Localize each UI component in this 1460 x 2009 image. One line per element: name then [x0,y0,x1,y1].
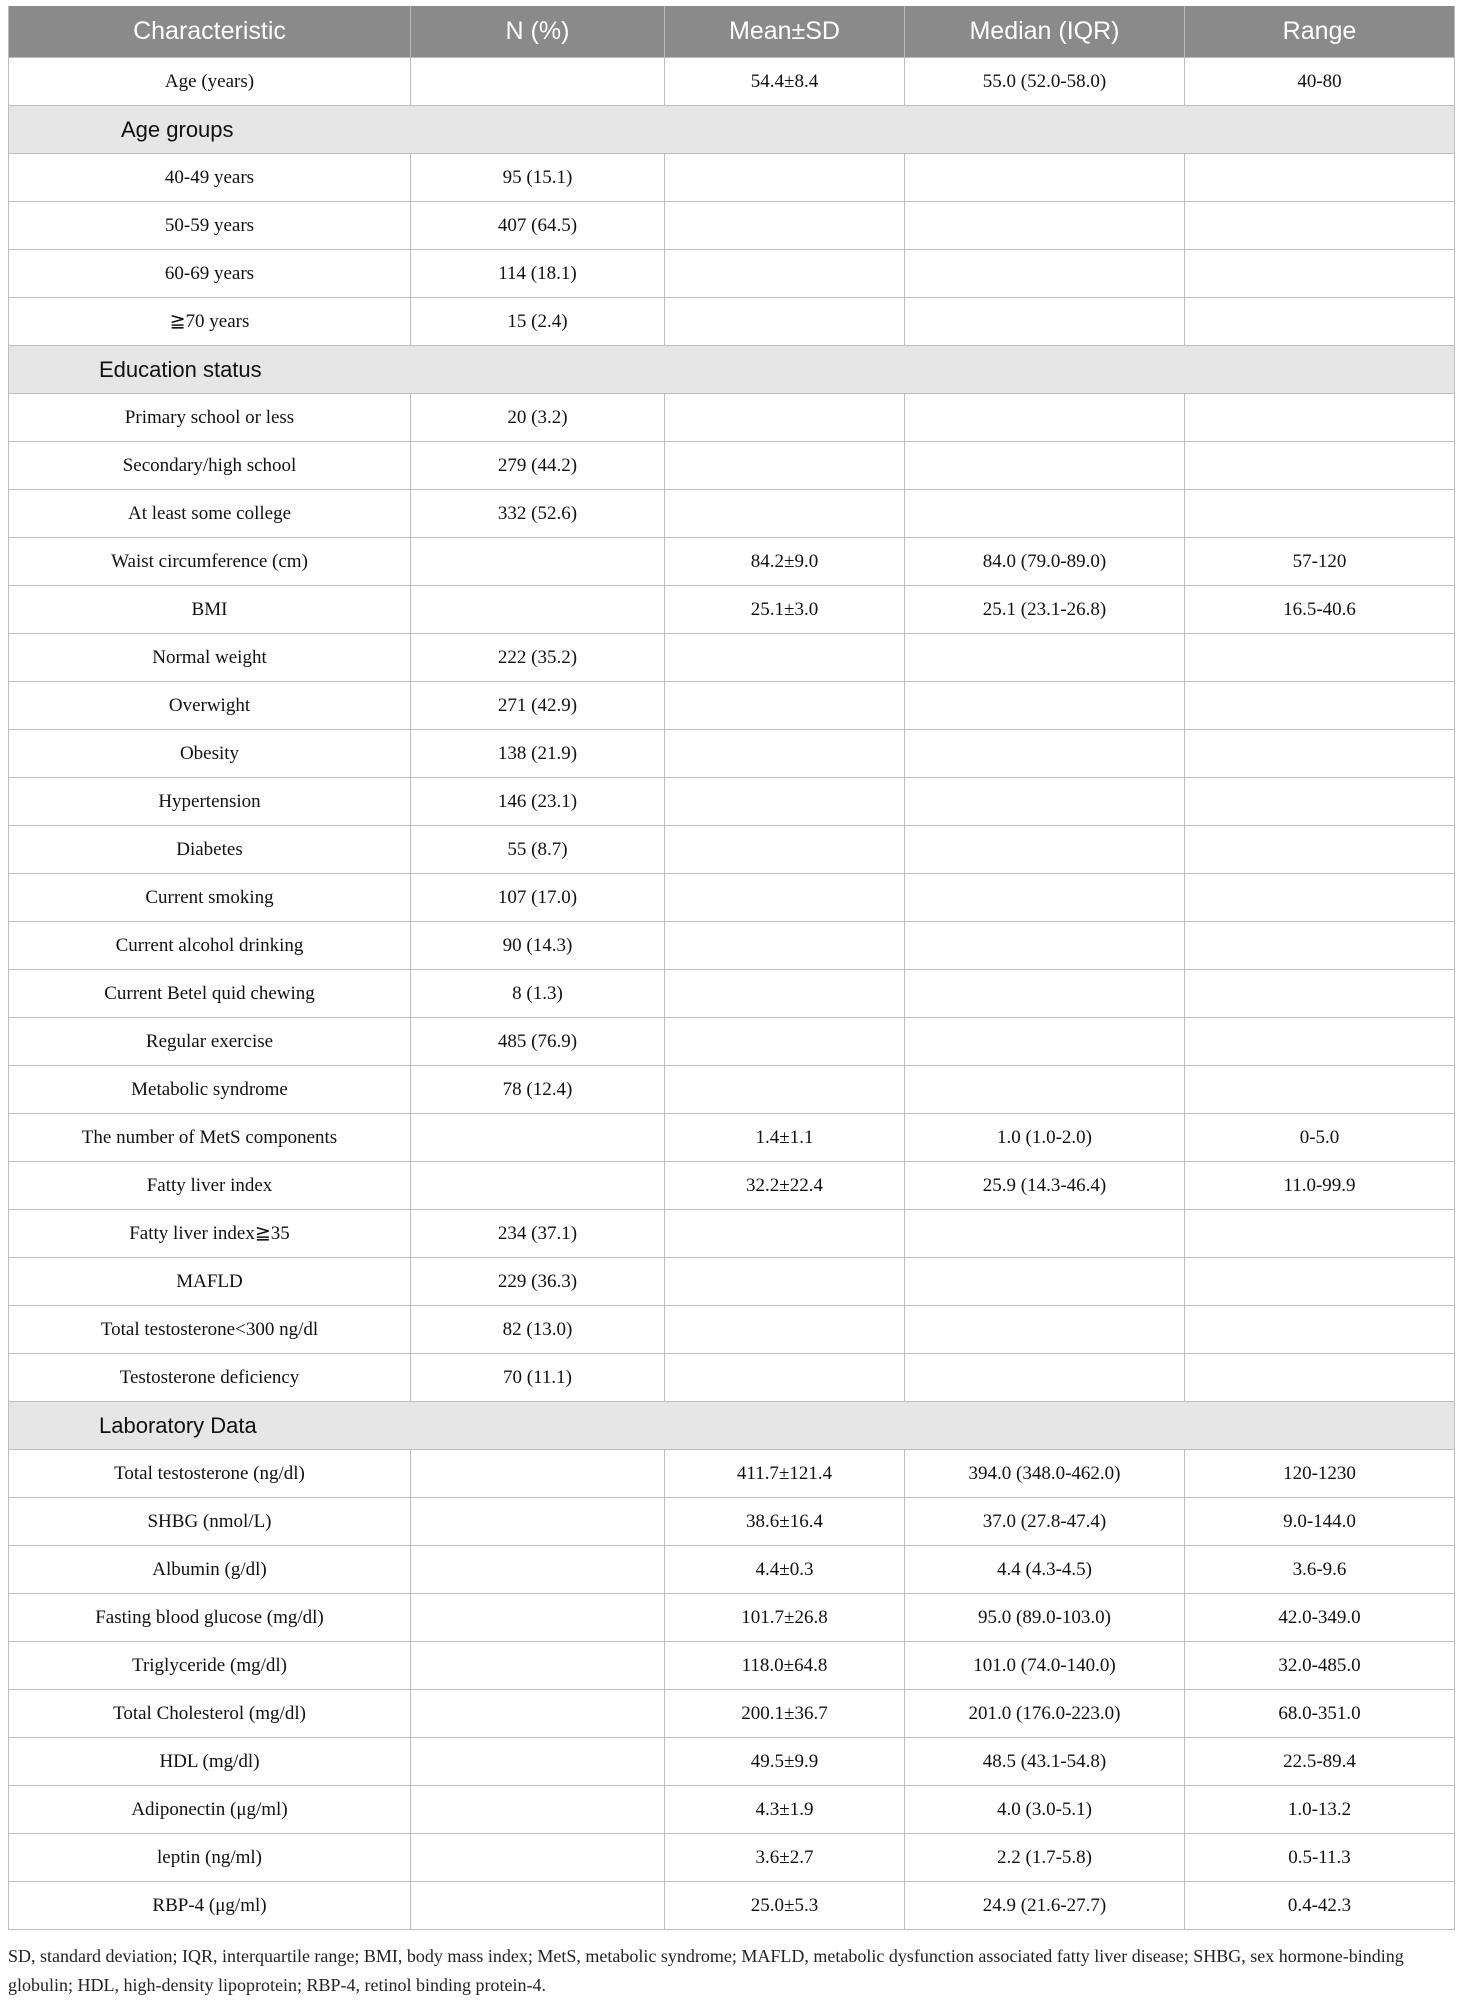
cell-range [1185,730,1455,778]
cell-range [1185,394,1455,442]
table-row [9,1498,1455,1546]
cell-mean-sd [665,1258,905,1306]
table-row [9,1354,1455,1402]
cell-characteristic: 50-59 years [9,202,411,250]
section-row [9,1402,1455,1450]
cell-n-percent [411,1594,665,1642]
cell-n-percent: 485 (76.9) [411,1018,665,1066]
cell-median-iqr [905,826,1185,874]
cell-n-percent: 229 (36.3) [411,1258,665,1306]
table-row [9,1018,1455,1066]
cell-median-iqr [905,682,1185,730]
cell-mean-sd [665,1210,905,1258]
table-row [9,442,1455,490]
table-row [9,1690,1455,1738]
cell-characteristic: MAFLD [9,1258,411,1306]
cell-characteristic: Age (years) [9,58,411,106]
cell-range: 16.5-40.6 [1185,586,1455,634]
cell-median-iqr [905,154,1185,202]
table-row [9,1114,1455,1162]
table-row [9,394,1455,442]
cell-mean-sd: 38.6±16.4 [665,1498,905,1546]
cell-n-percent [411,1546,665,1594]
cell-n-percent [411,1162,665,1210]
cell-median-iqr [905,874,1185,922]
cell-mean-sd [665,682,905,730]
header-row [9,6,1455,58]
cell-n-percent: 78 (12.4) [411,1066,665,1114]
cell-median-iqr [905,298,1185,346]
cell-mean-sd: 3.6±2.7 [665,1834,905,1882]
cell-mean-sd: 200.1±36.7 [665,1690,905,1738]
cell-median-iqr: 394.0 (348.0-462.0) [905,1450,1185,1498]
cell-n-percent: 407 (64.5) [411,202,665,250]
table-row [9,202,1455,250]
cell-range: 40-80 [1185,58,1455,106]
cell-range [1185,874,1455,922]
cell-range [1185,1210,1455,1258]
table-row [9,730,1455,778]
cell-n-percent: 107 (17.0) [411,874,665,922]
cell-mean-sd: 54.4±8.4 [665,58,905,106]
table-row [9,634,1455,682]
cell-median-iqr: 4.0 (3.0-5.1) [905,1786,1185,1834]
cell-range [1185,922,1455,970]
cell-range [1185,490,1455,538]
table-row [9,538,1455,586]
cell-characteristic: Diabetes [9,826,411,874]
cell-n-percent: 20 (3.2) [411,394,665,442]
table-footnote: SD, standard deviation; IQR, interquartile range; BMI, body mass index; MetS, metabolic syndrome; MAFLD, metabolic dysfunction associated fatty liver disease; SHBG, sex hormone-binding globulin; HDL, high-density lipoprotein; RBP-4, retinol binding protein-4. [8,1946,1404,1995]
cell-characteristic: Fatty liver index [9,1162,411,1210]
section-label: Age groups [121,116,234,142]
cell-median-iqr [905,1066,1185,1114]
cell-median-iqr: 4.4 (4.3-4.5) [905,1546,1185,1594]
cell-range: 42.0-349.0 [1185,1594,1455,1642]
section-label: Education status [99,356,262,382]
cell-n-percent [411,1450,665,1498]
table-row [9,1546,1455,1594]
cell-median-iqr: 201.0 (176.0-223.0) [905,1690,1185,1738]
characteristics-table-container [8,6,1454,1930]
header-range: Range [1185,6,1455,58]
cell-median-iqr [905,1018,1185,1066]
cell-characteristic: Total testosterone (ng/dl) [9,1450,411,1498]
cell-characteristic: Fatty liver index≧35 [9,1210,411,1258]
cell-n-percent: 234 (37.1) [411,1210,665,1258]
cell-characteristic: Secondary/high school [9,442,411,490]
cell-characteristic: Metabolic syndrome [9,1066,411,1114]
cell-n-percent: 146 (23.1) [411,778,665,826]
section-row [9,106,1455,154]
header-n-percent: N (%) [411,6,665,58]
table-row [9,778,1455,826]
cell-mean-sd: 1.4±1.1 [665,1114,905,1162]
section-cell [9,346,1455,394]
cell-n-percent [411,58,665,106]
cell-n-percent: 222 (35.2) [411,634,665,682]
cell-n-percent: 15 (2.4) [411,298,665,346]
cell-range [1185,1354,1455,1402]
table-row [9,1786,1455,1834]
cell-median-iqr [905,250,1185,298]
cell-mean-sd [665,490,905,538]
cell-range [1185,1018,1455,1066]
cell-n-percent: 138 (21.9) [411,730,665,778]
cell-n-percent: 271 (42.9) [411,682,665,730]
cell-mean-sd [665,778,905,826]
cell-n-percent [411,1834,665,1882]
table-row [9,826,1455,874]
cell-characteristic: leptin (ng/ml) [9,1834,411,1882]
cell-mean-sd [665,1018,905,1066]
table-row [9,1258,1455,1306]
cell-mean-sd [665,1066,905,1114]
cell-mean-sd [665,1306,905,1354]
cell-mean-sd: 4.3±1.9 [665,1786,905,1834]
table-row [9,1834,1455,1882]
cell-characteristic: Overwight [9,682,411,730]
cell-n-percent: 8 (1.3) [411,970,665,1018]
cell-range: 3.6-9.6 [1185,1546,1455,1594]
table-row [9,58,1455,106]
cell-mean-sd [665,154,905,202]
cell-median-iqr: 37.0 (27.8-47.4) [905,1498,1185,1546]
cell-median-iqr [905,634,1185,682]
cell-characteristic: Primary school or less [9,394,411,442]
cell-n-percent: 82 (13.0) [411,1306,665,1354]
cell-mean-sd: 25.1±3.0 [665,586,905,634]
table-row [9,250,1455,298]
section-label: Laboratory Data [99,1412,257,1438]
cell-characteristic: HDL (mg/dl) [9,1738,411,1786]
cell-range: 32.0-485.0 [1185,1642,1455,1690]
cell-characteristic: Total Cholesterol (mg/dl) [9,1690,411,1738]
cell-median-iqr: 48.5 (43.1-54.8) [905,1738,1185,1786]
table-row [9,682,1455,730]
cell-range [1185,202,1455,250]
header-characteristic: Characteristic [9,6,411,58]
cell-mean-sd: 84.2±9.0 [665,538,905,586]
table-row [9,922,1455,970]
cell-median-iqr: 84.0 (79.0-89.0) [905,538,1185,586]
cell-range: 0-5.0 [1185,1114,1455,1162]
cell-mean-sd [665,1354,905,1402]
table-row [9,1210,1455,1258]
cell-mean-sd: 411.7±121.4 [665,1450,905,1498]
section-cell [9,1402,1455,1450]
cell-characteristic: 60-69 years [9,250,411,298]
cell-range: 0.4-42.3 [1185,1882,1455,1930]
cell-range [1185,634,1455,682]
cell-range: 0.5-11.3 [1185,1834,1455,1882]
cell-median-iqr: 95.0 (89.0-103.0) [905,1594,1185,1642]
cell-range [1185,154,1455,202]
cell-characteristic: Current Betel quid chewing [9,970,411,1018]
cell-mean-sd: 4.4±0.3 [665,1546,905,1594]
cell-n-percent [411,1738,665,1786]
cell-mean-sd [665,730,905,778]
cell-median-iqr: 1.0 (1.0-2.0) [905,1114,1185,1162]
cell-n-percent: 114 (18.1) [411,250,665,298]
cell-range [1185,826,1455,874]
cell-n-percent [411,538,665,586]
cell-mean-sd: 32.2±22.4 [665,1162,905,1210]
cell-mean-sd [665,298,905,346]
table-row [9,1738,1455,1786]
cell-mean-sd [665,922,905,970]
cell-characteristic: ≧70 years [9,298,411,346]
cell-median-iqr [905,1354,1185,1402]
cell-characteristic: Regular exercise [9,1018,411,1066]
cell-n-percent [411,1114,665,1162]
cell-characteristic: The number of MetS components [9,1114,411,1162]
cell-median-iqr: 24.9 (21.6-27.7) [905,1882,1185,1930]
cell-characteristic: Adiponectin (μg/ml) [9,1786,411,1834]
cell-range [1185,970,1455,1018]
section-cell [9,106,1455,154]
cell-characteristic: Fasting blood glucose (mg/dl) [9,1594,411,1642]
cell-range [1185,1066,1455,1114]
cell-median-iqr: 25.1 (23.1-26.8) [905,586,1185,634]
cell-range: 120-1230 [1185,1450,1455,1498]
table-row [9,1594,1455,1642]
cell-range [1185,682,1455,730]
cell-characteristic: Normal weight [9,634,411,682]
cell-characteristic: 40-49 years [9,154,411,202]
cell-median-iqr: 101.0 (74.0-140.0) [905,1642,1185,1690]
cell-characteristic: Triglyceride (mg/dl) [9,1642,411,1690]
table-row [9,1306,1455,1354]
table-row [9,154,1455,202]
cell-characteristic: Waist circumference (cm) [9,538,411,586]
cell-range [1185,1258,1455,1306]
cell-median-iqr [905,394,1185,442]
cell-median-iqr [905,922,1185,970]
cell-n-percent: 90 (14.3) [411,922,665,970]
cell-n-percent: 95 (15.1) [411,154,665,202]
cell-mean-sd [665,394,905,442]
cell-n-percent [411,586,665,634]
cell-range [1185,298,1455,346]
cell-n-percent [411,1498,665,1546]
cell-median-iqr [905,490,1185,538]
cell-median-iqr [905,1258,1185,1306]
cell-range: 11.0-99.9 [1185,1162,1455,1210]
cell-median-iqr [905,730,1185,778]
table-row [9,1066,1455,1114]
cell-median-iqr: 25.9 (14.3-46.4) [905,1162,1185,1210]
table-row [9,298,1455,346]
cell-range [1185,250,1455,298]
table-row [9,970,1455,1018]
cell-characteristic: Current smoking [9,874,411,922]
cell-median-iqr [905,1210,1185,1258]
cell-range: 1.0-13.2 [1185,1786,1455,1834]
table-body [9,58,1455,1930]
cell-range [1185,778,1455,826]
cell-mean-sd: 49.5±9.9 [665,1738,905,1786]
table-row [9,1642,1455,1690]
cell-range: 57-120 [1185,538,1455,586]
cell-mean-sd [665,970,905,1018]
header-median-iqr: Median (IQR) [905,6,1185,58]
table-header [9,6,1455,58]
cell-mean-sd [665,874,905,922]
cell-mean-sd [665,634,905,682]
cell-range [1185,1306,1455,1354]
cell-characteristic: Hypertension [9,778,411,826]
cell-range: 9.0-144.0 [1185,1498,1455,1546]
table-row [9,1450,1455,1498]
cell-characteristic: RBP-4 (μg/ml) [9,1882,411,1930]
characteristics-table [8,6,1455,1930]
cell-characteristic: Current alcohol drinking [9,922,411,970]
cell-n-percent: 70 (11.1) [411,1354,665,1402]
cell-median-iqr [905,202,1185,250]
cell-characteristic: At least some college [9,490,411,538]
cell-median-iqr [905,970,1185,1018]
table-row [9,1162,1455,1210]
cell-median-iqr [905,442,1185,490]
cell-characteristic: Obesity [9,730,411,778]
cell-n-percent: 279 (44.2) [411,442,665,490]
cell-characteristic: Testosterone deficiency [9,1354,411,1402]
cell-n-percent: 332 (52.6) [411,490,665,538]
cell-median-iqr [905,1306,1185,1354]
cell-characteristic: Total testosterone<300 ng/dl [9,1306,411,1354]
cell-range: 68.0-351.0 [1185,1690,1455,1738]
cell-characteristic: BMI [9,586,411,634]
cell-range [1185,442,1455,490]
table-row [9,1882,1455,1930]
cell-n-percent [411,1690,665,1738]
cell-mean-sd: 118.0±64.8 [665,1642,905,1690]
table-row [9,586,1455,634]
cell-n-percent: 55 (8.7) [411,826,665,874]
cell-n-percent [411,1786,665,1834]
cell-mean-sd [665,442,905,490]
cell-characteristic: SHBG (nmol/L) [9,1498,411,1546]
table-row [9,874,1455,922]
cell-characteristic: Albumin (g/dl) [9,1546,411,1594]
cell-median-iqr: 55.0 (52.0-58.0) [905,58,1185,106]
cell-median-iqr [905,778,1185,826]
cell-mean-sd: 101.7±26.8 [665,1594,905,1642]
cell-n-percent [411,1882,665,1930]
cell-mean-sd [665,826,905,874]
cell-n-percent [411,1642,665,1690]
cell-mean-sd: 25.0±5.3 [665,1882,905,1930]
cell-median-iqr: 2.2 (1.7-5.8) [905,1834,1185,1882]
table-row [9,490,1455,538]
section-row [9,346,1455,394]
cell-mean-sd [665,202,905,250]
cell-range: 22.5-89.4 [1185,1738,1455,1786]
header-mean-sd: Mean±SD [665,6,905,58]
cell-mean-sd [665,250,905,298]
